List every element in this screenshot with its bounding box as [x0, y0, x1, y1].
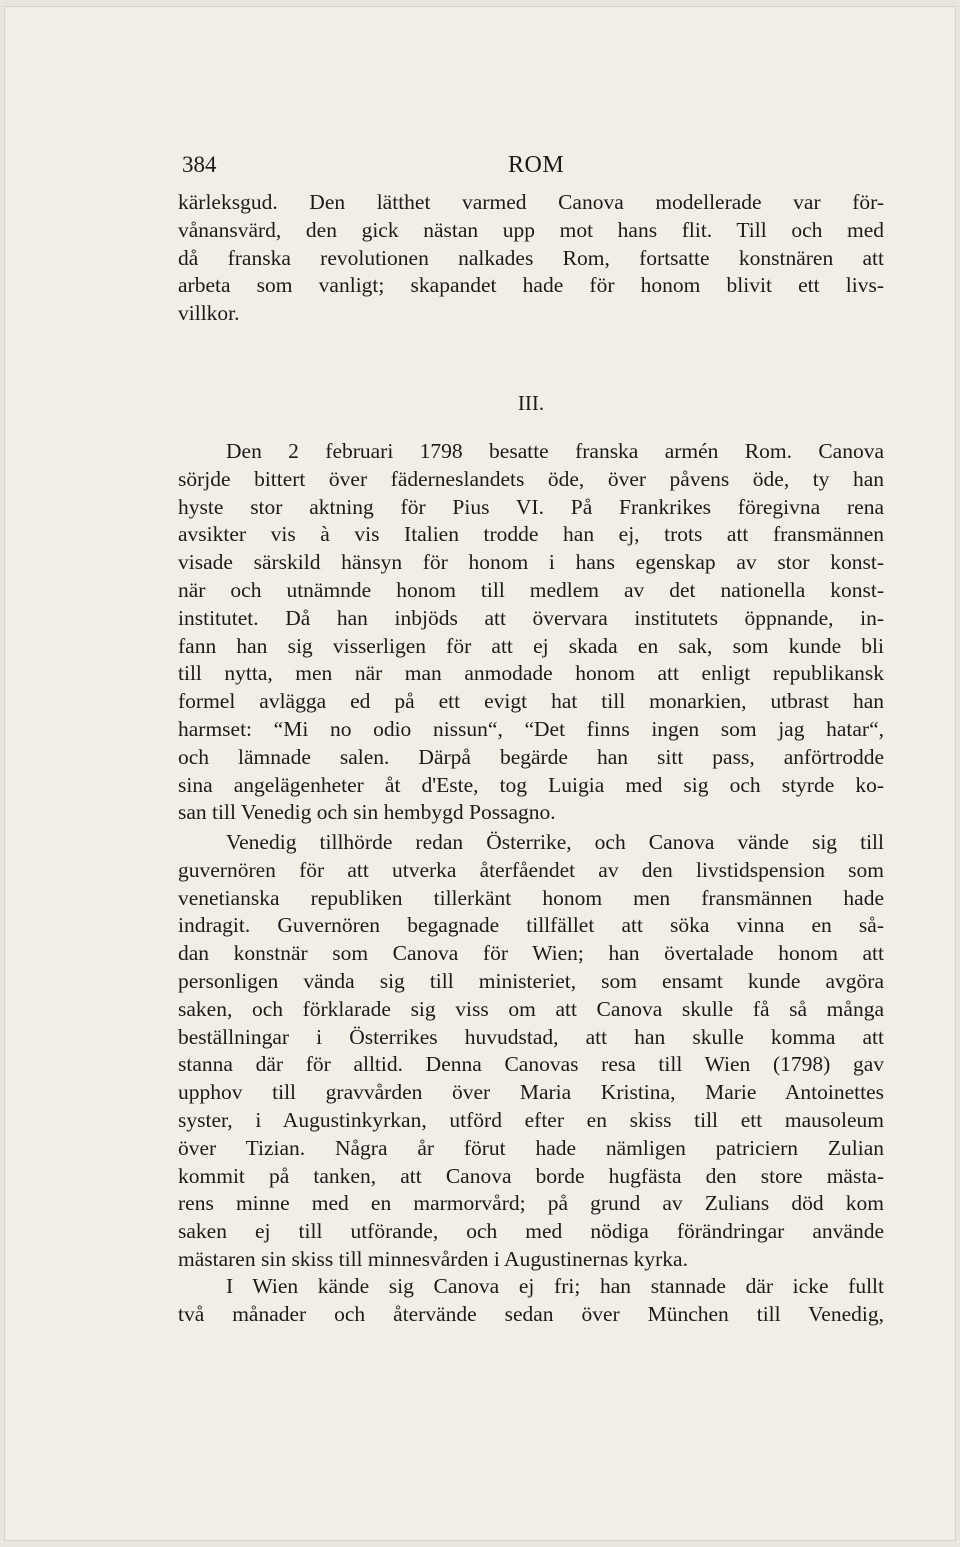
- text-line: saken, och förklarade sig viss om att Canova skulle få så många: [178, 996, 884, 1021]
- running-head: ROM: [508, 152, 565, 178]
- text-line: kärleksgud. Den lätthet varmed Canova modellerade var för-: [178, 190, 884, 214]
- text-line: harmset: “Mi no odio nissun“, “Det finns ingen som jag hatar“,: [178, 716, 884, 741]
- text-line: över Tizian. Några år förut hade nämligen patriciern Zulian: [178, 1135, 884, 1160]
- paragraph-4: [178, 1273, 884, 1329]
- page-header: [182, 148, 888, 182]
- text-line: villkor.: [178, 301, 240, 326]
- text-line: till nytta, men när man anmodade honom att enligt republikansk: [178, 661, 884, 686]
- text-line: och lämnade salen. Därpå begärde han sitt pass, anförtrodde: [178, 744, 884, 769]
- page-number: 384: [182, 152, 217, 177]
- text-line: beställningar i Österrikes huvudstad, att han skulle komma att: [178, 1024, 884, 1049]
- text-line: personligen vända sig till ministeriet, som ensamt kunde avgöra: [178, 968, 884, 993]
- text-line: indragit. Guvernören begagnade tillfället att söka vinna en så-: [178, 913, 884, 938]
- text-line: upphov till gravvården över Maria Kristina, Marie Antoinettes: [178, 1080, 884, 1105]
- text-line: formel avlägga ed på ett evigt hat till monarkien, utbrast han: [178, 689, 884, 714]
- text-line: två månader och återvände sedan över München till Venedig,: [178, 1301, 884, 1326]
- text-line: hyste stor aktning för Pius VI. På Frankrikes föregivna rena: [178, 494, 884, 519]
- text-line: I Wien kände sig Canova ej fri; han stannade där icke fullt: [226, 1274, 884, 1298]
- section-heading: III.: [517, 391, 545, 415]
- text-line: arbeta som vanligt; skapandet hade för honom blivit ett livs-: [178, 273, 884, 298]
- text-line: rens minne med en marmorvård; på grund av Zulians död kom: [178, 1191, 884, 1216]
- text-line: venetianska republiken tillerkänt honom men fransmännen hade: [178, 885, 884, 910]
- text-line: Den 2 februari 1798 besatte franska armén Rom. Canova: [226, 439, 884, 463]
- text-line: sörjde bittert över fäderneslandets öde, över påvens öde, ty han: [178, 466, 884, 491]
- text-line: syster, i Augustinkyrkan, utförd efter en skiss till ett mausoleum: [178, 1107, 884, 1132]
- text-line: vånansvärd, den gick nästan upp mot hans flit. Till och med: [178, 217, 884, 242]
- text-line: när och utnämnde honom till medlem av det nationella konst-: [178, 577, 884, 602]
- paragraph-1: [178, 189, 884, 328]
- text-line: fann han sig visserligen för att ej skada en sak, som kunde bli: [178, 633, 884, 658]
- text-line: avsikter vis à vis Italien trodde han ej, trots att fransmännen: [178, 522, 884, 547]
- text-line: visade särskild hänsyn för honom i hans egenskap av stor konst-: [178, 550, 884, 575]
- text-line: saken ej till utförande, och med nödiga förändringar använde: [178, 1219, 884, 1244]
- text-line: sina angelägenheter åt d'Este, tog Luigia med sig och styrde ko-: [178, 772, 884, 797]
- text-line: guvernören för att utverka återfåendet av den livstidspension som: [178, 857, 884, 882]
- text-line: san till Venedig och sin hembygd Possagno.: [178, 800, 556, 825]
- text-line: kommit på tanken, att Canova borde hugfästa den store mästa-: [178, 1163, 884, 1188]
- text-line: Venedig tillhörde redan Österrike, och Canova vände sig till: [226, 830, 884, 854]
- text-line: mästaren sin skiss till minnesvården i Augustinernas kyrka.: [178, 1246, 688, 1271]
- text-line: dan konstnär som Canova för Wien; han övertalade honom att: [178, 941, 884, 966]
- paragraph-2: [178, 438, 884, 827]
- paragraph-3: [178, 829, 884, 1274]
- text-line: då franska revolutionen nalkades Rom, fortsatte konstnären att: [178, 245, 884, 270]
- text-line: stanna där för alltid. Denna Canovas resa till Wien (1798) gav: [178, 1052, 884, 1077]
- text-line: institutet. Då han inbjöds att övervara institutets öppnande, in-: [178, 605, 884, 630]
